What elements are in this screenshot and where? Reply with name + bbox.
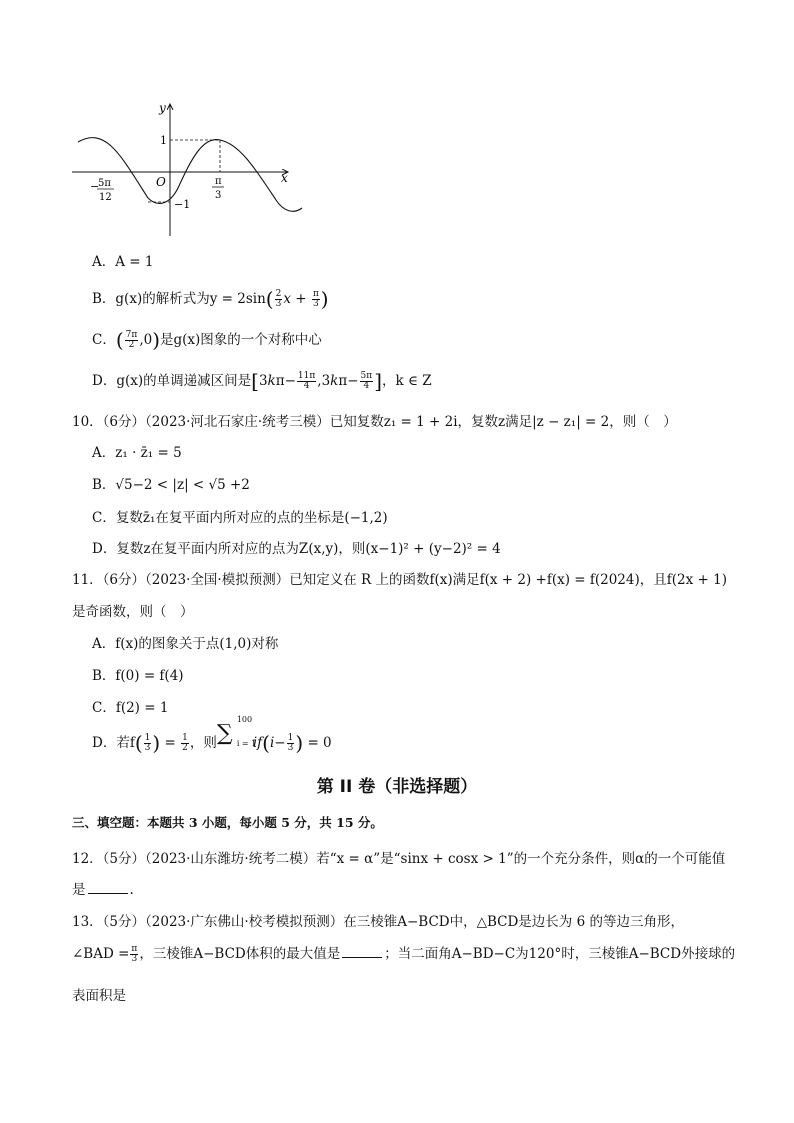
q10-option-d: D．复数z在复平面内所对应的点为Z(x,y)，则(x−1)² + (y−2)² = 4	[92, 541, 501, 557]
y-axis-label: y	[159, 101, 166, 115]
q10-option-b: B．√5−2 < |z| < √5 +2	[92, 477, 250, 493]
q11-option-b: B．f(0) = f(4)	[92, 668, 184, 684]
origin-label: O	[156, 175, 166, 189]
q11-stem-line2: 是奇函数，则（ ）	[72, 604, 194, 620]
q13-line1: 13．（5分）（2023·广东佛山·校考模拟预测）在三棱锥A−BCD中，△BCD是边长为 6 的等边三角形，	[72, 914, 684, 930]
x-tick-left-den: 12	[99, 192, 112, 203]
q9-option-a: A．A = 1	[92, 254, 154, 270]
x-tick-left-sign: −	[90, 180, 100, 193]
q9-option-b: B．g(x)的解析式为y = 2sin( $\frac{2}{3}$ x + $\frac{\pi}{3}$ )	[92, 287, 329, 311]
q12-line1: 12．（5分）（2023·山东潍坊·统考二模）若“x = α”是“sinx + cosx > 1”的一个充分条件，则α的一个可能值	[72, 851, 726, 867]
q11-option-d: D．若f( $\frac{1}{3}$ ) = $\frac{1}{2}$ ，则 ∑ 100 i = 1 if(i− $\frac{1}{3}$ ) = 0	[92, 715, 332, 755]
x-tick-left-num: 5π	[98, 178, 111, 189]
x-tick-right-num: π	[215, 176, 222, 187]
q12-answer-blank[interactable]	[88, 881, 128, 894]
q9-option-c: C．( $\frac{7\pi}{2}$ ,0)是g(x)图象的一个对称中心	[92, 328, 322, 352]
q10-option-a: A．z₁ · z̄₁ = 5	[92, 445, 182, 461]
sine-graph	[66, 96, 306, 242]
q13-line3: 表面积是	[72, 988, 126, 1004]
section3-heading: 三、填空题：本题共 3 小题，每小题 5 分，共 15 分。	[72, 815, 383, 830]
q11-option-c: C．f(2) = 1	[92, 700, 169, 716]
q10-option-c: C．复数z̄₁在复平面内所对应的点的坐标是(−1,2)	[92, 510, 388, 526]
q12-line2: 是 .	[72, 882, 134, 898]
q9-option-d: D．g(x)的单调递减区间是[3kπ− $\frac{11\pi}{4}$ ,3kπ− $\frac{5\pi}{4}$ ]，k ∈ Z	[92, 369, 432, 393]
x-tick-right-den: 3	[215, 190, 222, 201]
q10-stem: 10．（6分）（2023·河北石家庄·统考三模）已知复数z₁ = 1 + 2i，复数z满足|z − z₁| = 2，则（ ）	[72, 414, 677, 430]
q11-option-a: A．f(x)的图象关于点(1,0)对称	[92, 636, 279, 652]
x-axis-label: x	[281, 171, 288, 185]
q13-answer-blank-1[interactable]	[342, 945, 382, 958]
part2-title: 第 II 卷（非选择题）	[316, 777, 478, 797]
q11-stem-line1: 11．（6分）（2023·全国·模拟预测）已知定义在 R 上的函数f(x)满足f(x + 2) +f(x) = f(2024)，且f(2x + 1)	[72, 572, 727, 588]
y-tick-1: 1	[160, 134, 167, 147]
y-tick-neg1: −1	[174, 198, 191, 211]
q13-line2: ∠BAD = $\frac{\pi}{3}$ ，三棱锥A−BCD体积的最大值是 ；当二面角A−BD−C为120°时，三棱锥A−BCD外接球的	[72, 944, 736, 964]
